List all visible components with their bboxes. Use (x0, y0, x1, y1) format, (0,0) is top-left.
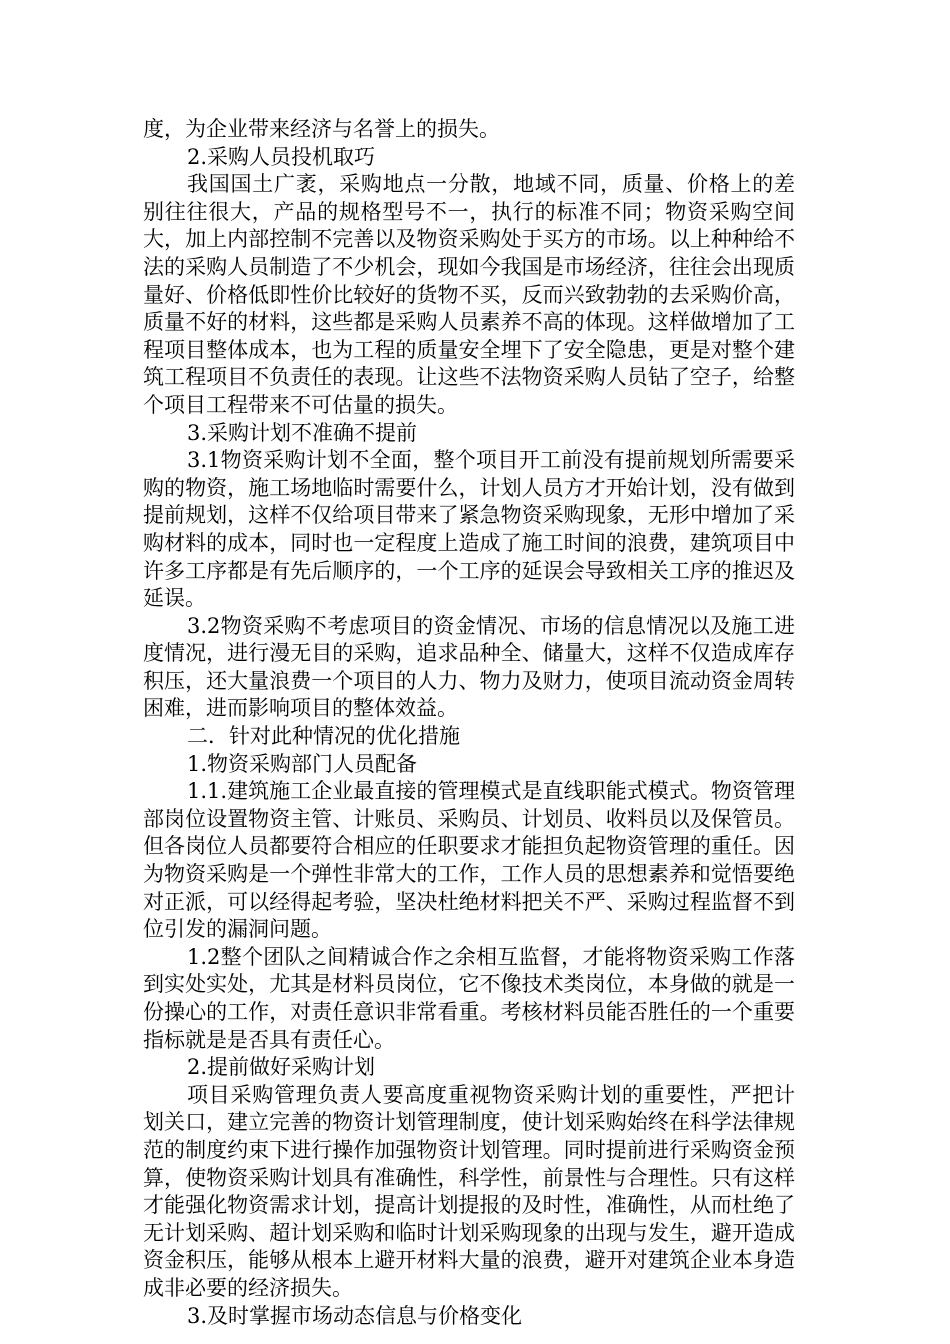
paragraph-1: 度，为企业带来经济与名誉上的损失。 (143, 117, 500, 141)
paragraph-3-1: 3.1物资采购计划不全面，整个项目开工前没有提前规划所需要采购的物资，施工场地临时需要什么，计划人员方才开始计划，没有做到提前规划，这样不仅给项目带来了紧急物资采购现象，无形中增加了采购材料的成本，同时也一定程度上造成了施工时间的浪费，建筑项目中许多工序都是有先后顺序的，一个工序的延误会导致相关工序的推迟及延误。 (143, 448, 795, 611)
heading-procurement-plan-inaccurate: 3.采购计划不准确不提前 (187, 420, 418, 445)
paragraph-1-1: 1.1.建筑施工企业最直接的管理模式是直线职能式模式。物资管理部岗位设置物资主管、计账员、采购员、计划员、收料员以及保管员。但各岗位人员都要符合相应的任职要求才能担负起物资管理的重任。因为物资采购是一个弹性非常大的工作，工作人员的思想素养和觉悟要绝对正派，可以经得起考验，坚决杜绝材料把关不严、采购过程监督不到位引发的漏洞问题。 (143, 779, 795, 942)
paragraph-plan-ahead: 项目采购管理负责人要高度重视物资采购计划的重要性，严把计划关口，建立完善的物资计划管理制度，使计划采购始终在科学法律规范的制度约束下进行操作加强物资计划管理。同时提前进行采购资金预算，使物资采购计划具有准确性，科学性，前景性与合理性。只有这样才能强化物资需求计划，提高计划提报的及时性，准确性，从而杜绝了无计划采购、超计划采购和临时计划采购现象的出现与发生，避开造成资金积压，能够从根本上避开材料大量的浪费，避开对建筑企业本身造成非必要的经济损失。 (143, 1082, 795, 1300)
heading-plan-ahead: 2.提前做好采购计划 (187, 1055, 376, 1080)
heading-staff-allocation: 1.物资采购部门人员配备 (187, 751, 418, 776)
heading-market-dynamics: 3.及时掌握市场动态信息与价格变化 (187, 1303, 523, 1328)
section-heading-optimization-measures: 二．针对此种情况的优化措施 (187, 724, 460, 749)
document-body (143, 116, 795, 1330)
paragraph-3-2: 3.2物资采购不考虑项目的资金情况、市场的信息情况以及施工进度情况，进行漫无目的采购，追求品种全、储量大，这样不仅造成库存积压，还大量浪费一个项目的人力、物力及财力，使项目流动资金周转困难，进而影响项目的整体效益。 (143, 613, 795, 721)
paragraph-2: 我国国土广袤，采购地点一分散，地域不同，质量、价格上的差别往往很大，产品的规格型号不一，执行的标准不同；物资采购空间大，加上内部控制不完善以及物资采购处于买方的市场。以上种种给不法的采购人员制造了不少机会，现如今我国是市场经济，往往会出现质量好、价格低即性价比较好的货物不买，反而兴致勃勃的去采购价高，质量不好的材料，这些都是采购人员素养不高的体现。这样做增加了工程项目整体成本，也为工程的质量安全埋下了安全隐患，更是对整个建筑工程项目不负责任的表现。让这些不法物资采购人员钻了空子，给整个项目工程带来不可估量的损失。 (143, 172, 795, 417)
heading-procurement-staff-opportunism: 2.采购人员投机取巧 (187, 144, 376, 169)
paragraph-1-2: 1.2整个团队之间精诚合作之余相互监督，才能将物资采购工作落到实处实处，尤其是材料员岗位，它不像技术类岗位，本身做的就是一份操心的工作，对责任意识非常看重。考核材料员能否胜任的一个重要指标就是是否具有责任心。 (143, 944, 795, 1052)
